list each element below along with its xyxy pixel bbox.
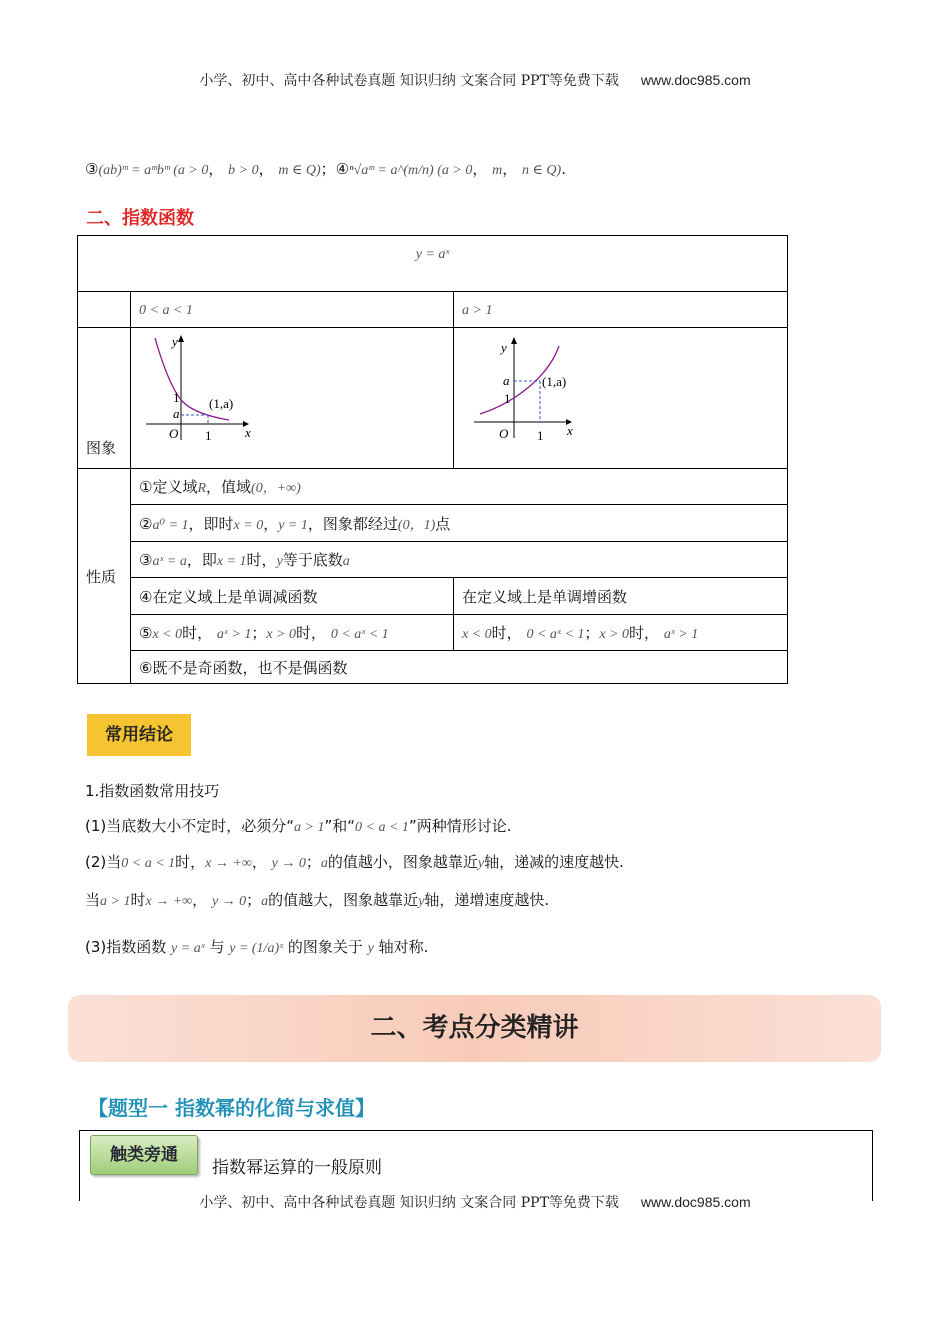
prop-3 [131, 542, 788, 578]
case-big: a > 1 [462, 303, 493, 318]
c4-math: y = aˣ [171, 941, 205, 956]
graph-decreasing-cell [131, 328, 454, 469]
p3-text: 等于底数 [282, 551, 343, 569]
c1-math: 0 < a < 1 [355, 820, 409, 835]
rule3-formula-1: (ab)ᵐ = aᵐbᵐ (a > 0 [98, 163, 209, 178]
p3-y: y [276, 554, 283, 569]
prop-4-left [131, 578, 454, 615]
label-x-one: 1 [537, 428, 544, 443]
p2-y: y = 1 [278, 517, 308, 533]
label-point: (1,a) [209, 396, 234, 411]
p5-result: 0 < aˣ < 1 [330, 627, 389, 642]
conclusions-title: 1.指数函数常用技巧 [85, 782, 220, 800]
c4-text: (3)指数函数 [85, 938, 167, 956]
label-y-one: 1 [173, 390, 180, 405]
c2-math: y → 0 [271, 856, 306, 871]
graph-label: 图象 [86, 439, 117, 457]
p2-formula: a⁰ = 1 [152, 517, 189, 533]
p6-text: ⑥既不是奇函数，也不是偶函数 [139, 658, 348, 677]
c3-math: a [261, 894, 269, 909]
p3-base: a [342, 554, 350, 569]
c3-text: ， [192, 891, 208, 909]
p5-result: aˣ > 1 [663, 627, 699, 642]
conclusions-tag: 常用结论 [87, 714, 191, 756]
p1-text: ，值域 [206, 478, 252, 496]
p4-left-text: ④在定义域上是单调减函数 [139, 587, 318, 606]
p5-result: aˣ > 1 [216, 627, 252, 642]
topic-box [79, 1130, 873, 1201]
label-origin: O [169, 426, 179, 441]
rule4-formula: ⁿ√aᵐ = a^(m/n) (a > 0 [349, 163, 473, 178]
prop-5-left [131, 615, 454, 651]
c2-text: (2)当 [85, 853, 122, 871]
header-text: 小学、初中、高中各种试卷真题 知识归纳 文案合同 PPT等免费下载 [199, 73, 619, 89]
c3-math: y [418, 894, 425, 909]
table-header-cell [78, 236, 788, 292]
p3-text: ③ [139, 551, 153, 569]
prop-2 [131, 505, 788, 542]
label-a: a [173, 406, 180, 421]
p5-text: 时， [491, 624, 522, 642]
chip-label: 触类旁通 [90, 1135, 198, 1175]
p5-text: ； [251, 624, 267, 642]
rule3-formula-3: m ∈ Q) [278, 163, 321, 178]
rule3-prefix: ③ [85, 160, 99, 178]
rule3-formula-2: b > 0 [228, 163, 259, 178]
section-banner: 二、考点分类精讲 [68, 995, 881, 1062]
rule3-end: . [561, 160, 566, 178]
c3-math: x → +∞ [145, 894, 193, 909]
label-x: x [245, 425, 251, 440]
c4-text: 的图象关于 [287, 938, 363, 956]
p2-point: (0，1) [397, 517, 436, 533]
p5-text: ； [584, 624, 600, 642]
p1-domain: R [197, 481, 207, 496]
exponent-rules-line [85, 158, 566, 179]
conclusion-3 [85, 889, 549, 910]
prop-4-right [454, 578, 788, 615]
p2-x: x = 0 [233, 517, 264, 533]
conclusion-4 [85, 936, 428, 957]
p5-text: ⑤ [139, 624, 153, 642]
c2-math: 0 < a < 1 [121, 856, 176, 871]
p5-text: 时， [629, 624, 660, 642]
label-origin: O [499, 426, 509, 441]
c4-math: y [367, 941, 374, 956]
y-axis-arrow [178, 335, 184, 342]
rule3-comma: ， [258, 160, 274, 178]
prop-6 [131, 651, 788, 684]
case-small: 0 < a < 1 [139, 303, 193, 318]
rule3-comma: ， [208, 160, 224, 178]
c3-math: y → 0 [211, 894, 247, 909]
c1-text: ”两种情形讨论. [408, 817, 512, 835]
row-label-props [78, 469, 131, 684]
p2-text: 点 [435, 514, 451, 533]
c3-text: 轴，递增速度越快. [424, 891, 550, 909]
c2-math: x → +∞ [205, 856, 252, 871]
c3-text: 的值越大，图象越靠近 [268, 891, 419, 909]
label-a: a [503, 373, 510, 388]
c4-text: 与 [209, 938, 225, 956]
footer-url[interactable]: www.doc985.com [640, 1194, 751, 1210]
p1-text: ①定义域 [139, 478, 198, 496]
p5-cond: x < 0 [462, 627, 492, 642]
c2-text: 时， [175, 853, 206, 871]
p5-cond: x > 0 [599, 627, 630, 642]
header-url[interactable]: www.doc985.com [640, 72, 751, 88]
topic-title: 【题型一 指数幂的化简与求值】 [88, 1096, 375, 1120]
p3-x: x = 1 [216, 554, 247, 569]
label-y: y [501, 340, 507, 355]
footer-text: 小学、初中、高中各种试卷真题 知识归纳 文案合同 PPT等免费下载 [199, 1195, 619, 1211]
p3-text: ，即 [186, 551, 217, 569]
c4-text: 轴对称. [378, 938, 429, 956]
box-text: 指数幂运算的一般原则 [212, 1158, 382, 1178]
rule4-n: n ∈ Q) [522, 163, 562, 178]
c3-text: 当 [85, 891, 101, 909]
rule3-comma: ， [472, 160, 488, 178]
page-header [0, 70, 950, 90]
case-big-cell [454, 292, 788, 328]
p5-text: 时， [296, 624, 327, 642]
p2-text: ，即时 [188, 514, 234, 533]
graph-decreasing [131, 328, 453, 464]
rule3-comma: ， [502, 160, 518, 178]
row-label-graph [78, 328, 131, 469]
c1-text: (1)当底数大小不定时，必须分“ [85, 817, 295, 835]
p5-result: 0 < aˣ < 1 [526, 627, 585, 642]
case-small-cell [131, 292, 454, 328]
label-point: (1,a) [542, 374, 567, 389]
y-axis-arrow [511, 337, 517, 344]
p2-text: ， [263, 514, 279, 533]
prop-1 [131, 469, 788, 505]
c1-math: a > 1 [294, 820, 325, 835]
c2-math: y [477, 856, 485, 871]
p5-text: 时， [182, 624, 213, 642]
section-title-exponential-function: 二、指数函数 [86, 208, 194, 229]
c1-text: ”和“ [324, 817, 356, 835]
c4-math: y = (1/a)ˣ [229, 941, 284, 956]
page-footer [0, 1192, 950, 1212]
label-x-one: 1 [205, 428, 212, 443]
c2-text: ， [251, 853, 267, 871]
exponential-function-table [77, 235, 788, 684]
conclusion-2 [85, 851, 624, 872]
rule4-m: m [492, 163, 503, 178]
graph-increasing-cell [454, 328, 788, 469]
empty-cell [78, 292, 131, 328]
header-formula: y = aˣ [415, 247, 450, 262]
conclusion-1 [85, 815, 511, 836]
label-y-one: 1 [504, 391, 511, 406]
label-x: x [567, 423, 573, 438]
graph-increasing [454, 328, 787, 464]
props-label: 性质 [86, 567, 117, 586]
p3-formula: aˣ = a [152, 554, 187, 569]
c3-text: ； [246, 891, 262, 909]
c3-math: a > 1 [100, 894, 131, 909]
p2-text: ② [139, 514, 153, 533]
rule3-sep: ；④ [320, 160, 350, 178]
p5-cond: x < 0 [152, 627, 183, 642]
p3-text: 时， [246, 551, 277, 569]
prop-5-right [454, 615, 788, 651]
c2-text: ； [305, 853, 321, 871]
label-y: y [172, 334, 178, 349]
c2-text: 的值越小，图象越靠近 [327, 853, 478, 871]
p1-range: (0，+∞) [251, 481, 301, 496]
c3-text: 时 [130, 891, 146, 909]
p2-text: ，图象都经过 [307, 514, 398, 533]
c2-text: 轴，递减的速度越快. [484, 853, 624, 871]
p4-right-text: 在定义域上是单调增函数 [462, 587, 628, 606]
p5-cond: x > 0 [266, 627, 297, 642]
c2-math: a [320, 856, 328, 871]
